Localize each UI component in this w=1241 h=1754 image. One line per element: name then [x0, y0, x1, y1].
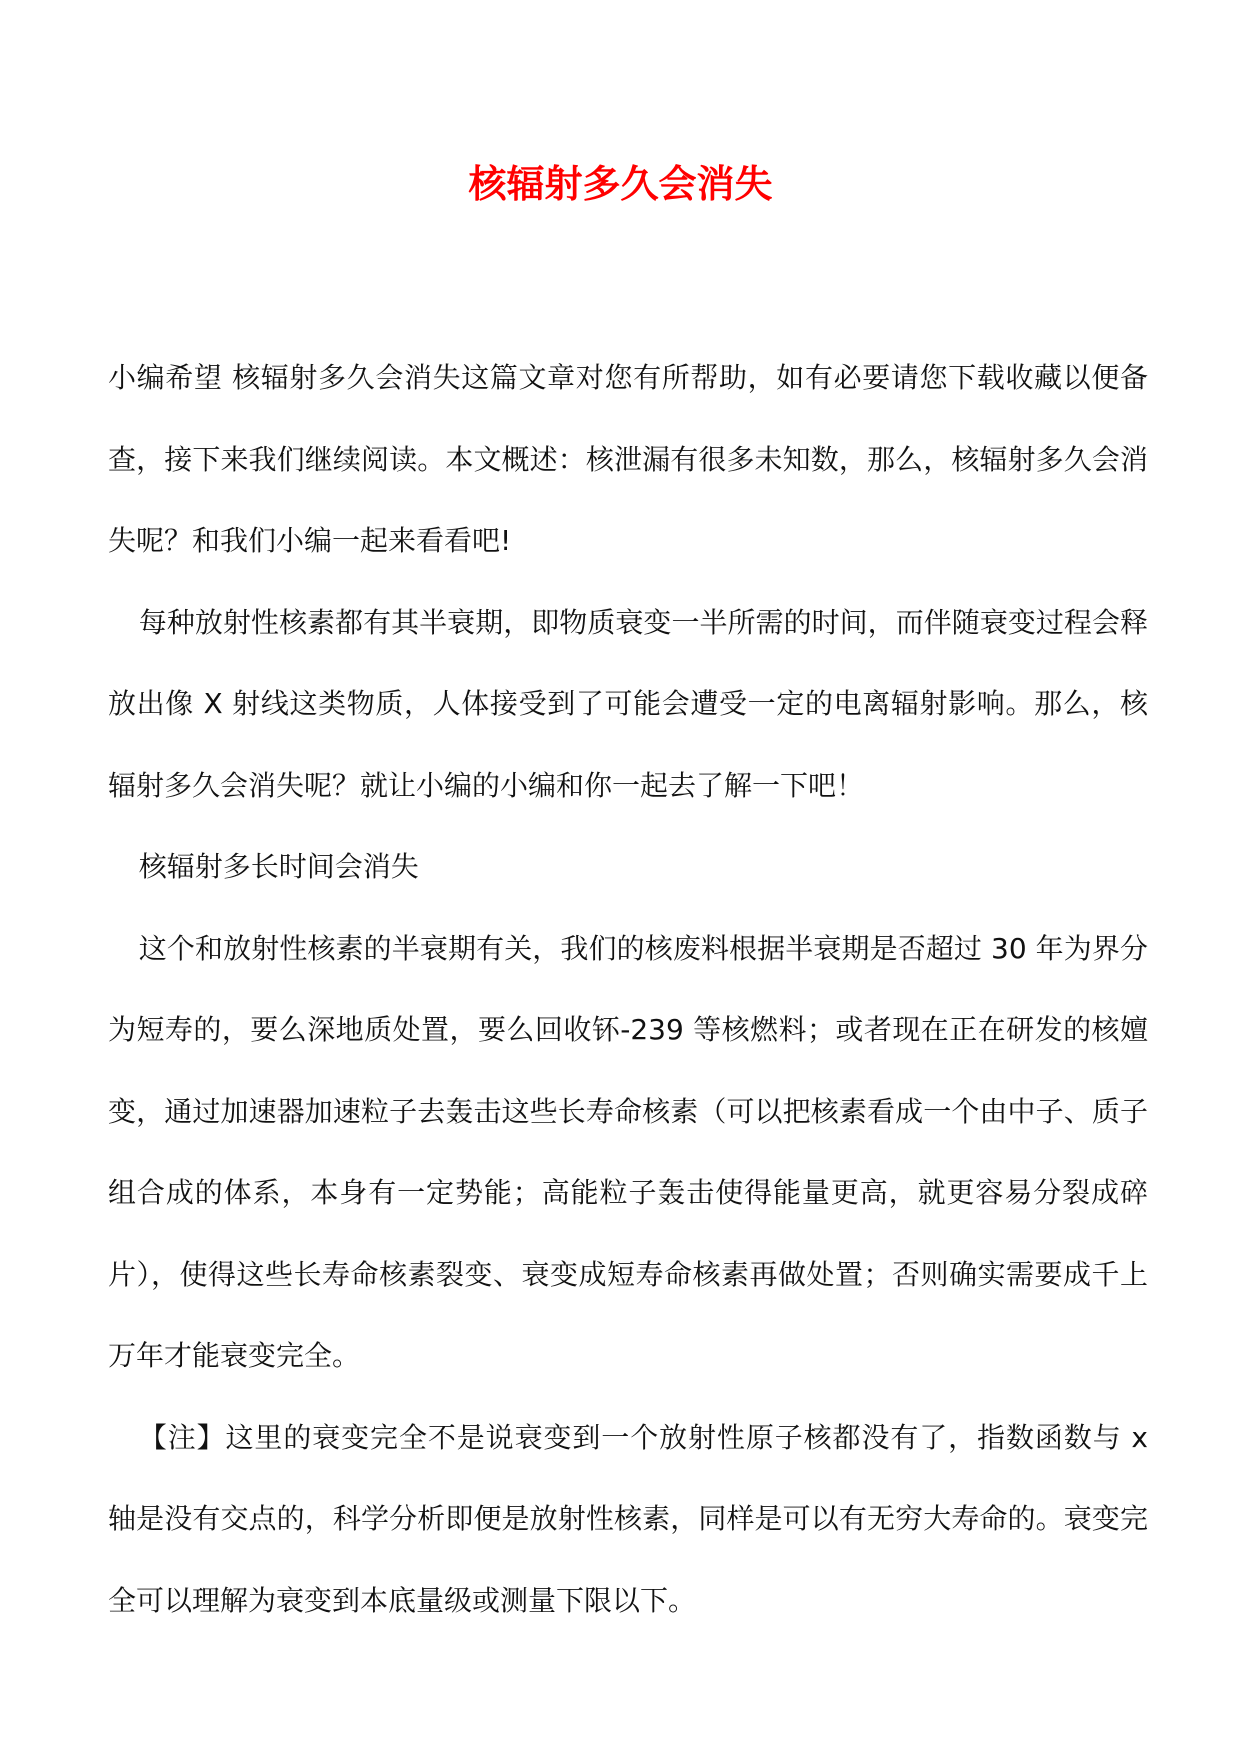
paragraph-intro: 小编希望 核辐射多久会消失这篇文章对您有所帮助，如有必要请您下载收藏以便备查，接下来我们继续阅读。本文概述：核泄漏有很多未知数，那么，核辐射多久会消失呢？和我们小编一起来看看吧! [108, 361, 1148, 557]
section-heading: 核辐射多长时间会消失 [138, 850, 419, 883]
document-body [108, 337, 1148, 1641]
paragraph-nuclear-waste: 这个和放射性核素的半衰期有关，我们的核废料根据半衰期是否超过 30 年为界分为短寿的，要么深地质处置，要么回收钚-239 等核燃料；或者现在正在研发的核嬗变，通过加速器加速粒子去轰击这些长寿命核素（可以把核素看成一个由中子、质子组合成的体系，本身有一定势能；高能粒子轰击使得能量更高，就更容易分裂成碎片），使得这些长寿命核素裂变、衰变成短寿命核素再做处置；否则确实需要成千上万年才能衰变完全。 [108, 931, 1148, 1372]
document-title: 核辐射多久会消失 [468, 161, 773, 206]
paragraph-note: 【注】这里的衰变完全不是说衰变到一个放射性原子核都没有了，指数函数与 x 轴是没有交点的，科学分析即便是放射性核素，同样是可以有无穷大寿命的。衰变完全可以理解为衰变到本底量级或测量下限以下。 [108, 1420, 1148, 1617]
paragraph-half-life: 每种放射性核素都有其半衰期，即物质衰变一半所需的时间，而伴随衰变过程会释放出像 X 射线这类物质，人体接受到了可能会遭受一定的电离辐射影响。那么，核辐射多久会消失呢？就让小编的小编和你一起去了解一下吧！ [108, 605, 1148, 802]
